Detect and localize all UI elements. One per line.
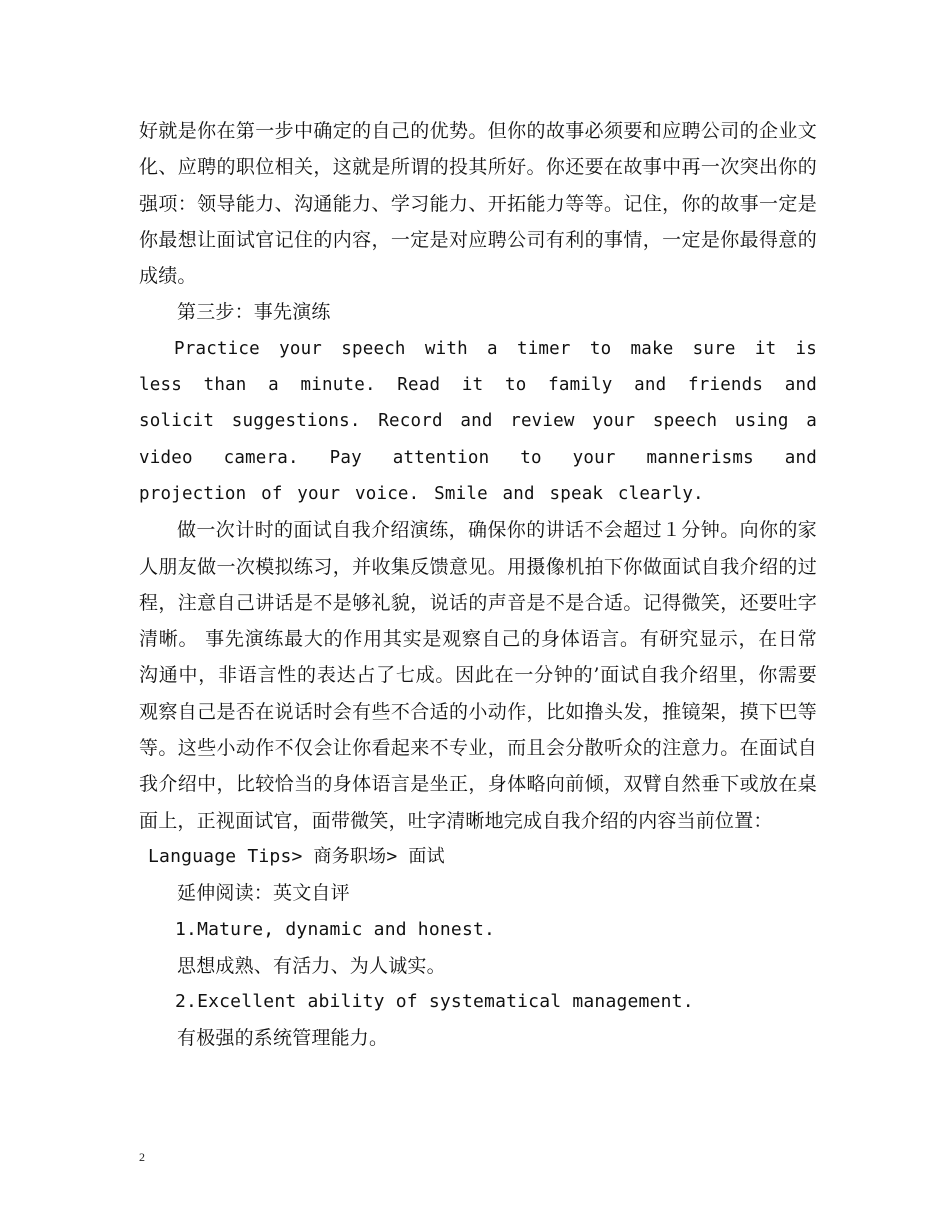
self-evaluation-item-1-zh: 思想成熟、有活力、为人诚实。: [177, 954, 446, 977]
self-evaluation-item-2-zh: 有极强的系统管理能力。: [177, 1027, 389, 1050]
further-reading-heading: 延伸阅读：英文自评: [177, 882, 350, 905]
breadcrumb: [139, 839, 817, 875]
paragraph-story-advice: 好就是你在第一步中确定的自己的优势。但你的故事必须要和应聘公司的企业文化、应聘的职位相关，这就是所谓的投其所好。你还要在故事中再一次突出你的强项：领导能力、沟通能力、学习能力、开拓能力等等。记住，你的故事一定是你最想让面试官记住的内容，一定是对应聘公司有利的事情，一定是你最得意的成绩。: [139, 120, 817, 288]
step3-heading: 第三步：事先演练: [177, 301, 331, 324]
breadcrumb-text: Language Tips> 商务职场> 面试: [148, 845, 445, 867]
page-number: 2: [139, 1150, 145, 1164]
english-practice-paragraph: Practice your speech with a timer to make sure it is less than a minute. Read it to family and friends and solicit suggestions. Record and review your speech using a video camera. Pay attention to your mannerisms and projection of your voice. Smile and speak clearly.: [139, 338, 817, 504]
self-evaluation-item-1-en: 1.Mature, dynamic and honest.: [175, 918, 496, 940]
self-evaluation-item-2-en: 2.Excellent ability of systematical management.: [175, 991, 694, 1013]
document-body: [139, 113, 817, 1057]
chinese-practice-paragraph: 做一次计时的面试自我介绍演练，确保你的讲话不会超过１分钟。向你的家人朋友做一次模拟练习，并收集反馈意见。用摄像机拍下你做面试自我介绍的过程，注意自己讲话是不是够礼貌，说话的声音是不是合适。记得微笑，还要吐字清晰。 事先演练最大的作用其实是观察自己的身体语言。有研究显示，在日常沟通中，非语言性的表达占了七成。因此在一分钟的’面试自我介绍里，你需要观察自己是否在说话时会有些不合适的小动作，比如撸头发，推镜架，摸下巴等等。这些小动作不仅会让你看起来不专业，而且会分散听众的注意力。在面试自我介绍中，比较恰当的身体语言是坐正，身体略向前倾，双臂自然垂下或放在桌面上，正视面试官，面带微笑，吐字清晰地完成自我介绍的内容当前位置：: [139, 519, 817, 832]
